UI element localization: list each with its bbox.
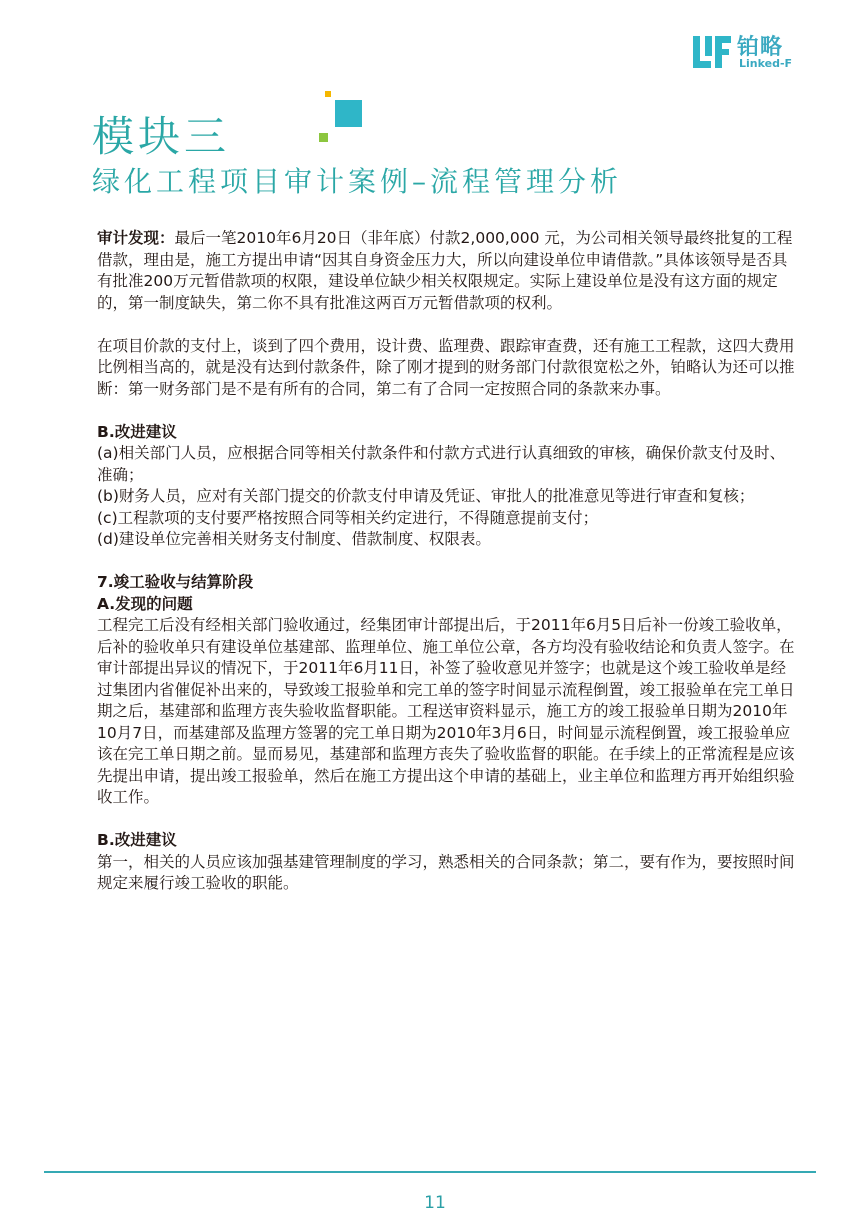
payment-paragraph: 在项目价款的支付上，谈到了四个费用，设计费、监理费、跟踪审查费，还有施工工程款，这四大费用比例相当高的，就是没有达到付款条件，除了刚才提到的财务部门付款很宽松之外，铂略认为还可以推断：第一财务部门是不是有所有的合同，第二有了合同一定按照合同的条款来办事。 <box>97 336 795 398</box>
page-number: 11 <box>424 1193 446 1213</box>
finding-label: 审计发现： <box>97 229 175 247</box>
finding-text: 最后一笔2010年6月20日（非年底）付款2,000,000 元，为公司相关领导最终批复的工程借款，理由是，施工方提出申请“因其自身资金压力大，所以向建设单位申请借款。”具体该领导是否具有批准200万元暂借款项的权限，建设单位缺少相关权限规定。实际上建设单位是没有这方面的规定的，第一制度缺失，第二你不具有批准这两百万元暂借款项的权利。 <box>97 229 793 312</box>
document-body <box>97 228 797 895</box>
logo-mark-icon <box>693 32 731 70</box>
improvement-item-a: (a)相关部门人员，应根据合同等相关付款条件和付款方式进行认真细致的审核，确保价款支付及时、准确； <box>97 444 786 484</box>
finding-paragraph <box>97 228 797 314</box>
improvement-heading-2: B.改进建议 <box>97 831 177 849</box>
footer-divider <box>44 1171 816 1173</box>
brand-logo <box>693 30 818 74</box>
logo-name-cn: 铂略 <box>737 35 784 60</box>
findings-heading: A.发现的问题 <box>97 594 193 613</box>
deco-square-green <box>319 133 328 142</box>
improvement-item-c: (c)工程款项的支付要严格按照合同等相关约定进行，不得随意提前支付； <box>97 508 599 527</box>
improvement-paragraph-2: 第一，相关的人员应该加强基建管理制度的学习，熟悉相关的合同条款；第二，要有作为，要按照时间规定来履行竣工验收的职能。 <box>97 852 795 892</box>
deco-square-yellow <box>325 91 331 97</box>
deco-square-cyan <box>335 100 362 127</box>
improvement-item-d: (d)建设单位完善相关财务支付制度、借款制度、权限表。 <box>97 530 491 548</box>
section-heading: 7.竣工验收与结算阶段 <box>97 573 254 591</box>
module-title: 模块三 <box>92 112 231 161</box>
improvement-heading: B.改进建议 <box>97 422 177 441</box>
findings-paragraph: 工程完工后没有经相关部门验收通过，经集团审计部提出后，于2011年6月5日后补一份竣工验收单，后补的验收单只有建设单位基建部、监理单位、施工单位公章，各方均没有验收结论和负责人签字。在审计部提出异议的情况下，于2011年6月11日，补签了验收意见并签字；也就是这个竣工验收单是经过集团内省催促补出来的，导致竣工报验单和完工单的签字时间显示流程倒置，竣工报验单在完工单日期之后，基建部和监理方丧失验收监督职能。工程送审资料显示，施工方的竣工报验单日期为2010年10月7日，而基建部及监理方签署的完工单日期为2010年3月6日，时间显示流程倒置，竣工报验单应该在完工单日期之前。显而易见，基建部和监理方丧失了验收监督的职能。在手续上的正常流程是应该先提出申请，提出竣工报验单，然后在施工方提出这个申请的基础上，业主单位和监理方再开始组织验收工作。 <box>97 616 795 806</box>
page-subtitle: 绿化工程项目审计案例–流程管理分析 <box>92 165 623 198</box>
improvement-item-b: (b)财务人员，应对有关部门提交的价款支付申请及凭证、审批人的批准意见等进行审查和复核； <box>97 487 755 505</box>
logo-name-en: Linked-F <box>739 57 793 70</box>
